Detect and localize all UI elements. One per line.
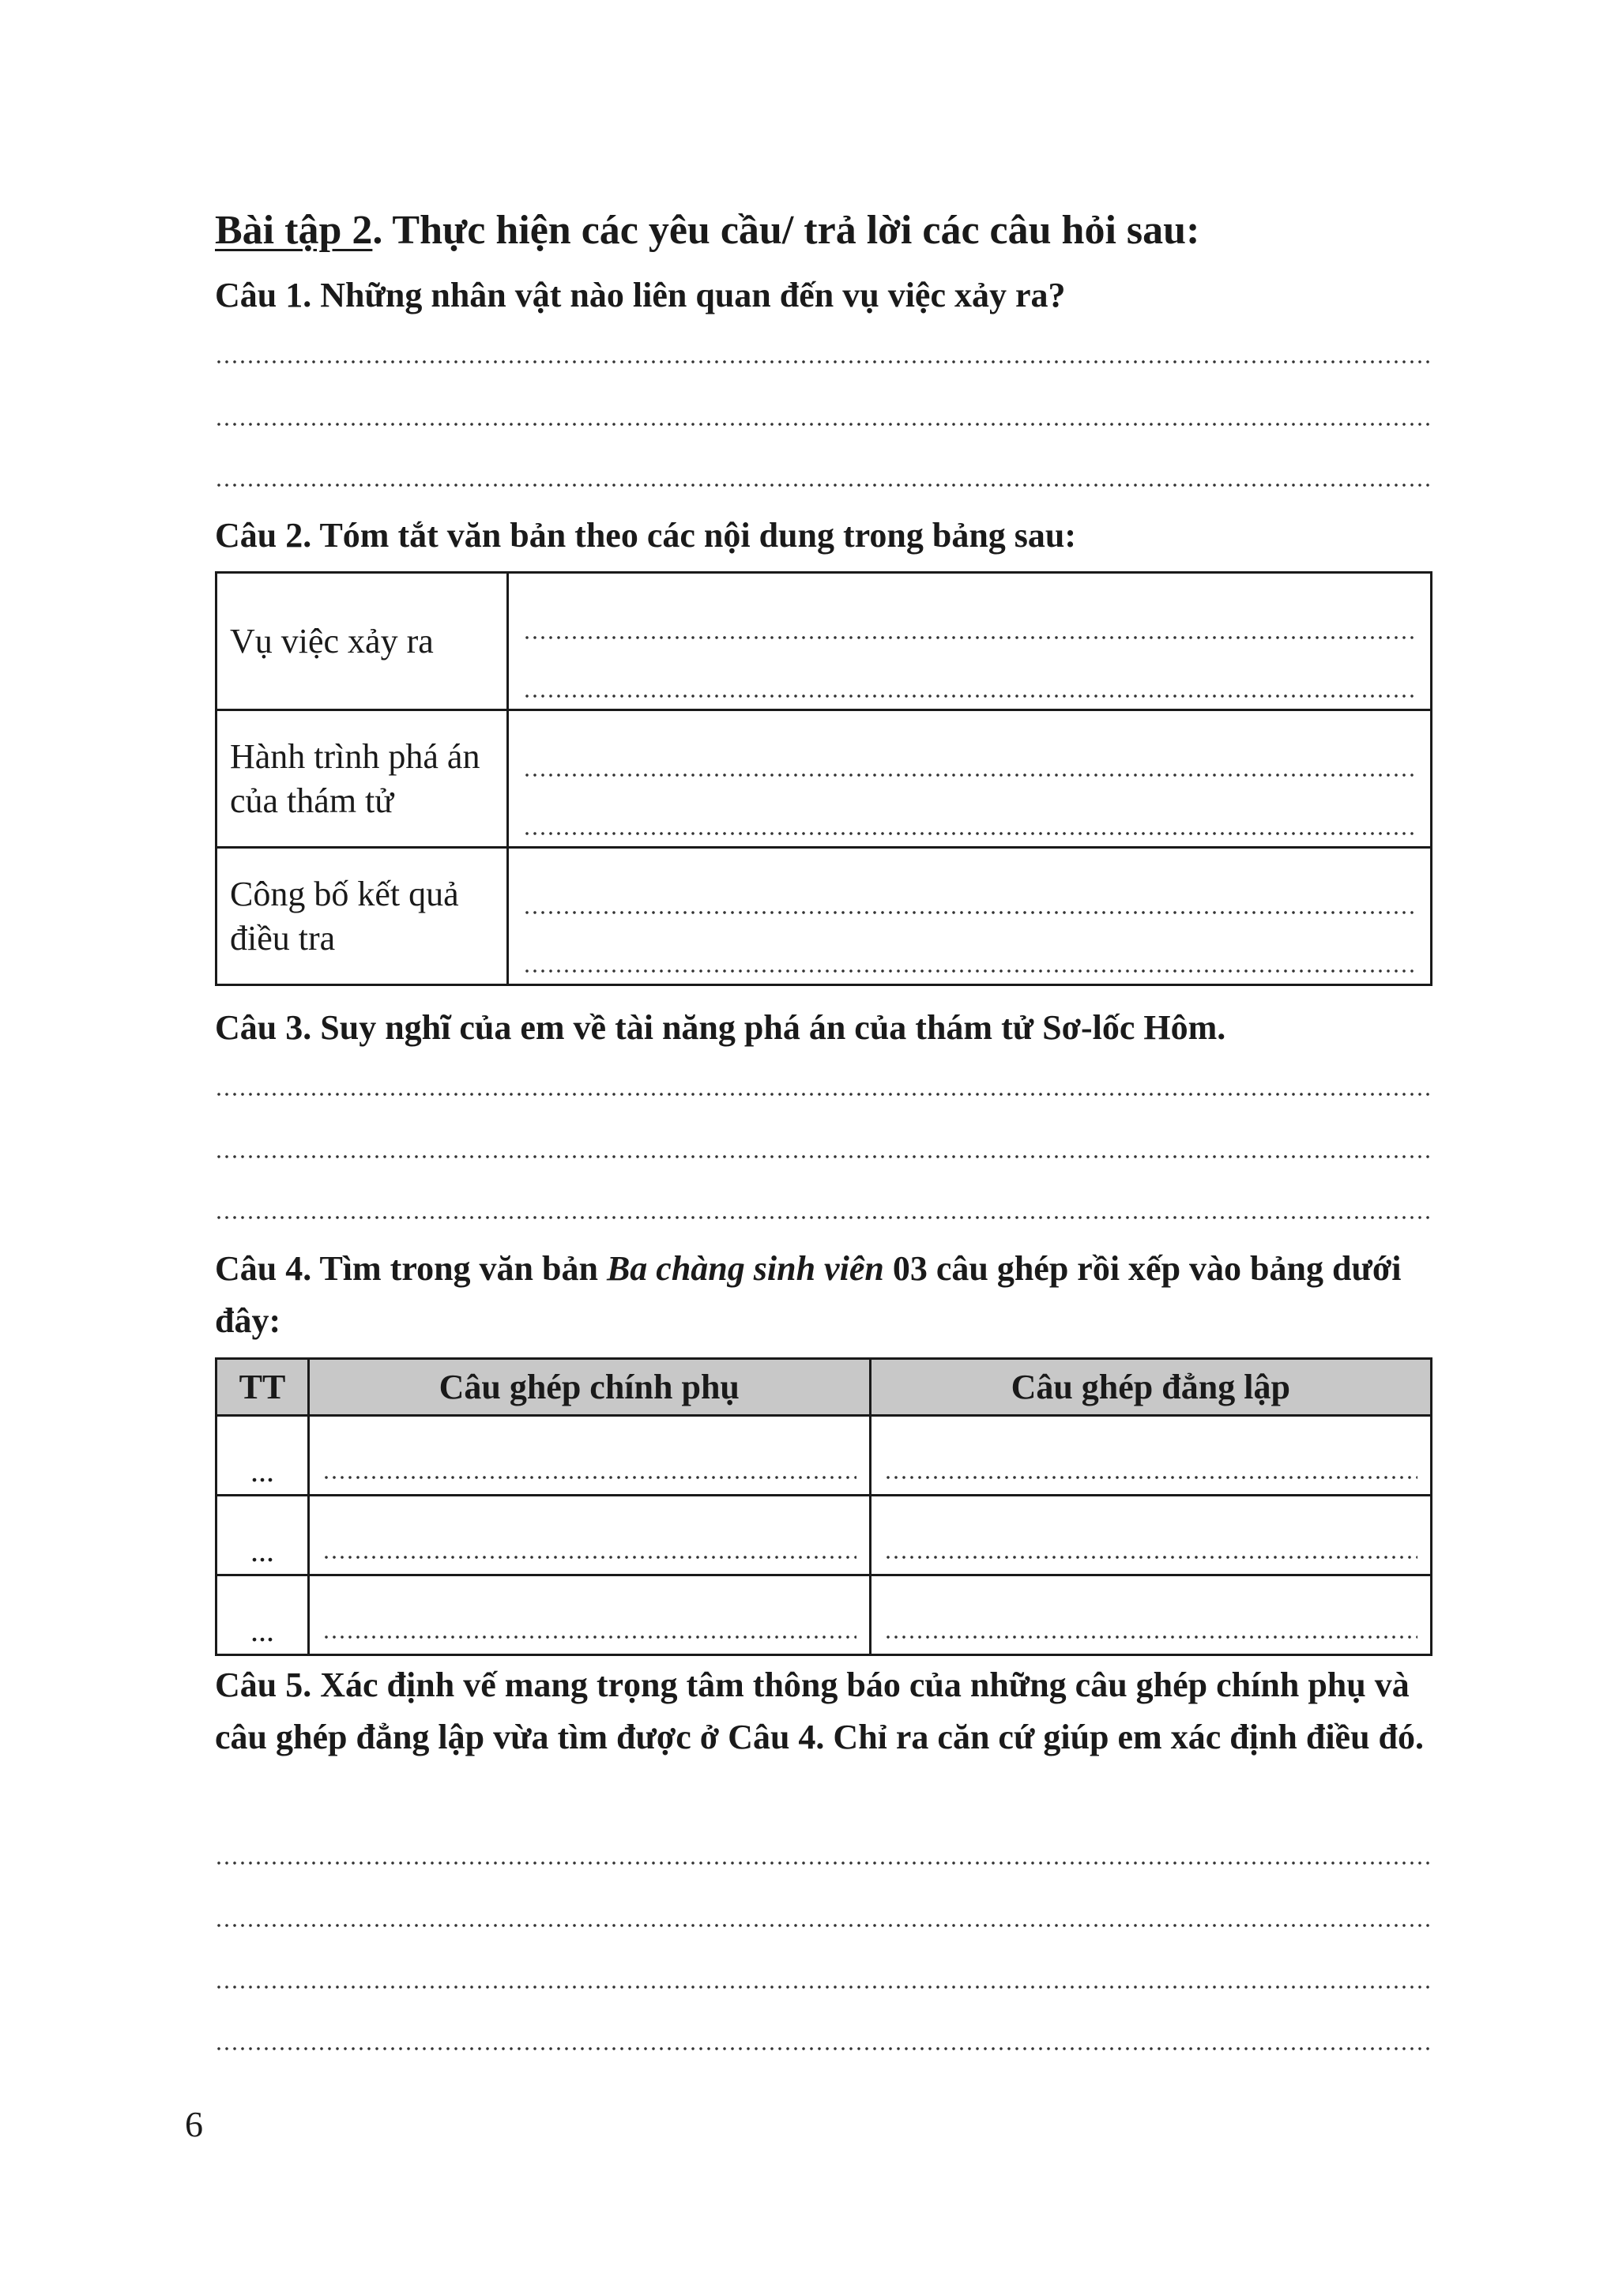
answer-line[interactable] (322, 1474, 856, 1481)
answer-line[interactable] (215, 1859, 1432, 1867)
row-number-cell (216, 1575, 309, 1655)
exercise-instruction: . Thực hiện các yêu cầu/ trả lời các câu hỏi sau: (372, 208, 1200, 253)
answer-line[interactable] (523, 967, 1416, 975)
exercise-title: Bài tập 2 (215, 208, 373, 253)
question-5: Câu 5. Xác định vế mang trọng tâm thông báo của những câu ghép chính phụ và câu ghép đẳng lập vừa tìm được ở Câu 4. Chỉ ra căn cứ giúp em xác định điều đó. (215, 1666, 1425, 1756)
row-number-cell (216, 1496, 309, 1575)
table-header-row (216, 1359, 1432, 1416)
row-number: ... (250, 1453, 274, 1489)
answer-line[interactable] (215, 1090, 1432, 1098)
answer-line[interactable] (523, 909, 1416, 917)
answer-line[interactable] (523, 830, 1416, 837)
row-number: ... (250, 1613, 274, 1648)
table-row (216, 573, 1432, 710)
answer-cell[interactable] (870, 1575, 1432, 1655)
question-1: Câu 1. Những nhân vật nào liên quan đến vụ việc xảy ra? (215, 276, 1066, 314)
answer-cell[interactable] (870, 1416, 1432, 1496)
question-4-work-title: Ba chàng sinh viên (606, 1249, 884, 1288)
answer-line[interactable] (215, 1214, 1432, 1221)
question-2: Câu 2. Tóm tắt văn bản theo các nội dung trong bảng sau: (215, 516, 1077, 555)
answer-line[interactable] (215, 358, 1432, 366)
question-3: Câu 3. Suy nghĩ của em về tài năng phá án của thám tử Sơ-lốc Hôm. (215, 1008, 1226, 1047)
column-header: Câu ghép đẳng lập (870, 1359, 1432, 1416)
column-header: Câu ghép chính phụ (309, 1359, 871, 1416)
answer-line[interactable] (884, 1633, 1418, 1641)
answer-cell[interactable] (508, 573, 1432, 710)
answer-line[interactable] (215, 2045, 1432, 2053)
compound-sentence-table (215, 1357, 1432, 1656)
exercise-heading (215, 207, 1199, 254)
answer-line[interactable] (884, 1474, 1418, 1481)
answer-line[interactable] (215, 420, 1432, 428)
answer-line[interactable] (215, 1983, 1432, 1991)
row-label: Công bố kết quả điều tra (216, 848, 508, 985)
answer-line[interactable] (322, 1633, 856, 1641)
row-number: ... (250, 1533, 274, 1568)
table-row (216, 710, 1432, 848)
row-label: Vụ việc xảy ra (216, 573, 508, 710)
answer-line[interactable] (523, 692, 1416, 700)
answer-line[interactable] (215, 481, 1432, 489)
answer-cell[interactable] (508, 710, 1432, 848)
page-number: 6 (185, 2104, 203, 2144)
table-row (216, 1575, 1432, 1655)
answer-line[interactable] (215, 1153, 1432, 1161)
answer-cell[interactable] (309, 1496, 871, 1575)
table-row (216, 1416, 1432, 1496)
answer-line[interactable] (523, 771, 1416, 779)
column-header: TT (216, 1359, 309, 1416)
answer-cell[interactable] (508, 848, 1432, 985)
answer-line[interactable] (215, 1921, 1432, 1929)
answer-cell[interactable] (870, 1496, 1432, 1575)
question-4-text: 03 câu ghép rồi xếp vào bảng dưới đây: (215, 1249, 1402, 1340)
question-4-text: Câu 4. Tìm trong văn bản (215, 1249, 607, 1288)
table-row (216, 848, 1432, 985)
answer-line[interactable] (523, 634, 1416, 642)
answer-cell[interactable] (309, 1416, 871, 1496)
row-number-cell (216, 1416, 309, 1496)
row-label: Hành trình phá án của thám tử (216, 710, 508, 848)
answer-line[interactable] (884, 1553, 1418, 1561)
question-4 (215, 1243, 1432, 1347)
summary-table (215, 571, 1432, 986)
answer-cell[interactable] (309, 1575, 871, 1655)
table-row (216, 1496, 1432, 1575)
answer-line[interactable] (322, 1553, 856, 1561)
